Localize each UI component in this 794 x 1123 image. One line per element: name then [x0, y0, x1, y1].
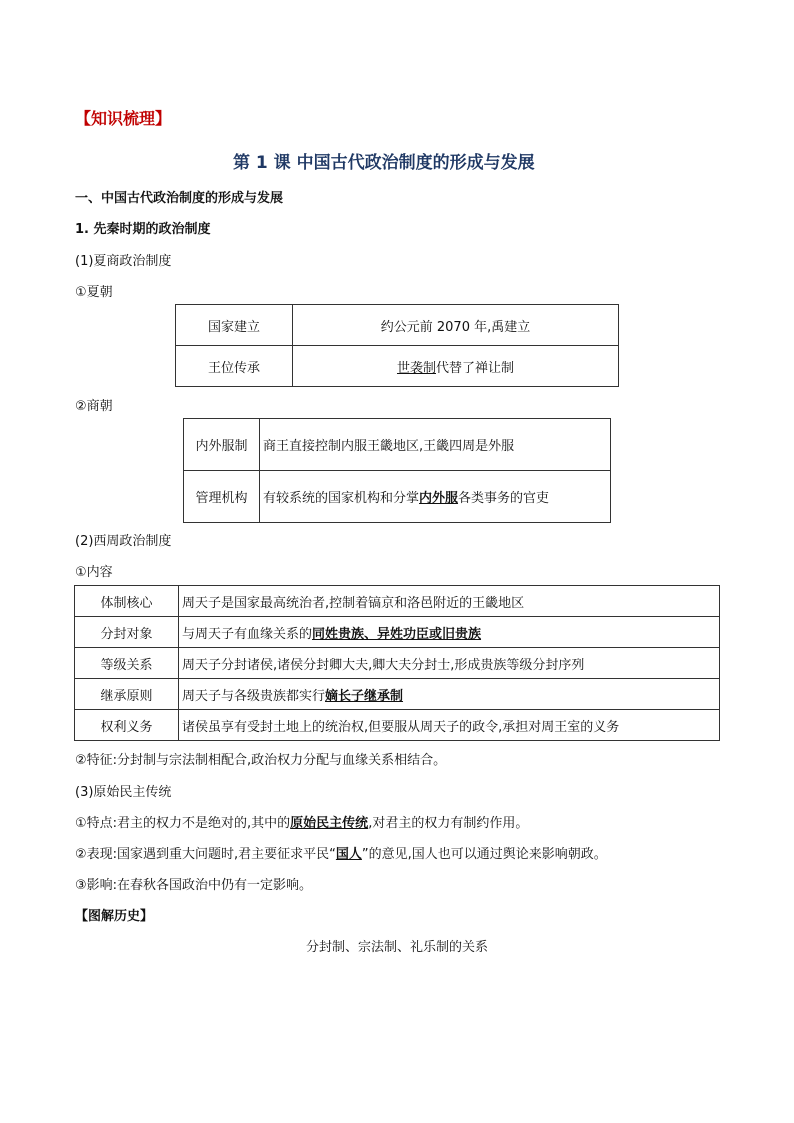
row-label: 内外服制	[184, 419, 260, 471]
table-row	[75, 648, 720, 679]
xizhou-heading: (2)西周政治制度	[75, 534, 172, 549]
key-term: 内外服	[419, 491, 459, 506]
minzhu-point-1: ①特点:君主的权力不是绝对的,其中的原始民主传统,对君主的权力有制约作用。	[75, 816, 529, 831]
row-value: 周天子是国家最高统治者,控制着镐京和洛邑附近的王畿地区	[179, 586, 720, 617]
minzhu-point-2: ②表现:国家遇到重大问题时,君主要征求平民“国人”的意见,国人也可以通过舆论来影响朝政。	[75, 847, 607, 862]
table-row	[176, 346, 619, 387]
key-term: 国人	[335, 847, 362, 862]
row-value: 约公元前 2070 年,禹建立	[293, 305, 619, 346]
row-label: 继承原则	[75, 679, 179, 710]
row-label: 管理机构	[184, 471, 260, 523]
sub-heading: 1. 先秦时期的政治制度	[75, 222, 211, 237]
xizhou-table	[74, 585, 720, 741]
table-row	[176, 305, 619, 346]
xia-label: ①夏朝	[75, 285, 113, 300]
xia-table	[175, 304, 619, 387]
key-term: 同姓贵族、异姓功臣或旧贵族	[312, 626, 482, 642]
figure-caption: 分封制、宗法制、礼乐制的关系	[305, 940, 488, 955]
table-row	[184, 419, 611, 471]
shang-label: ②商朝	[75, 399, 113, 414]
row-label: 权利义务	[75, 710, 179, 741]
row-label: 分封对象	[75, 617, 179, 648]
row-value: 周天子分封诸侯,诸侯分封卿大夫,卿大夫分封士,形成贵族等级分封序列	[179, 648, 720, 679]
key-term: 世袭制	[396, 360, 436, 376]
row-value: 世袭制代替了禅让制	[293, 346, 619, 387]
table-row	[184, 471, 611, 523]
shang-table	[183, 418, 611, 523]
row-label: 王位传承	[176, 346, 293, 387]
minzhu-heading: (3)原始民主传统	[75, 785, 172, 800]
row-value: 商王直接控制内服王畿地区,王畿四周是外服	[260, 419, 611, 471]
key-term: 嫡长子继承制	[325, 688, 404, 704]
xiashang-heading: (1)夏商政治制度	[75, 254, 172, 269]
tujie-heading: 【图解历史】	[75, 909, 154, 924]
minzhu-point-3: ③影响:在春秋各国政治中仍有一定影响。	[75, 878, 313, 893]
section-heading: 一、中国古代政治制度的形成与发展	[75, 191, 284, 206]
row-label: 国家建立	[176, 305, 293, 346]
table-row	[75, 617, 720, 648]
row-value: 诸侯虽享有受封土地上的统治权,但要服从周天子的政令,承担对周王室的义务	[179, 710, 720, 741]
row-value: 有较系统的国家机构和分掌内外服各类事务的官吏	[260, 471, 611, 523]
lesson-title: 第 1 课 中国古代政治制度的形成与发展	[233, 153, 535, 173]
row-label: 体制核心	[75, 586, 179, 617]
row-value: 周天子与各级贵族都实行嫡长子继承制	[179, 679, 720, 710]
row-label: 等级关系	[75, 648, 179, 679]
table-row	[75, 710, 720, 741]
section-tag: 【知识梳理】	[75, 109, 172, 128]
content-label: ①内容	[75, 565, 113, 580]
row-value: 与周天子有血缘关系的同姓贵族、异姓功臣或旧贵族	[179, 617, 720, 648]
key-term: 原始民主传统	[290, 816, 369, 831]
feature-text: ②特征:分封制与宗法制相配合,政治权力分配与血缘关系相结合。	[75, 753, 447, 768]
table-row	[75, 679, 720, 710]
table-row	[75, 586, 720, 617]
